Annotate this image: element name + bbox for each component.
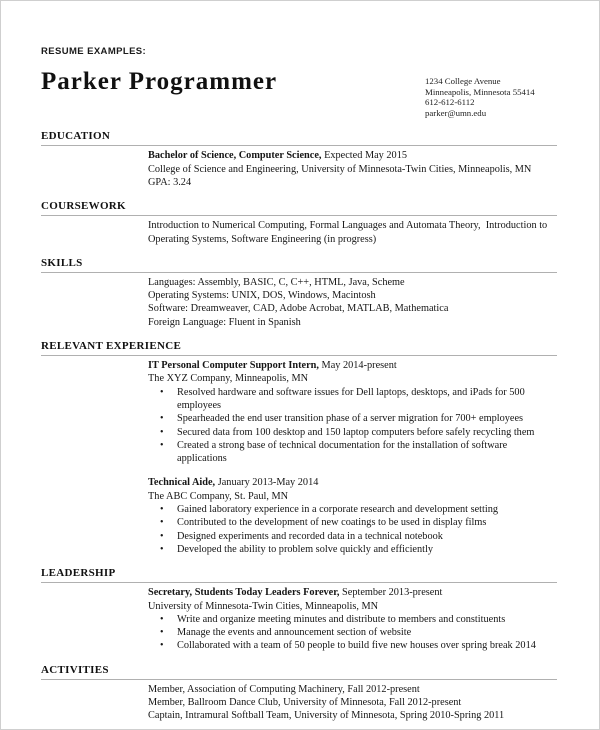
bullet-list xyxy=(148,386,557,466)
entry-title xyxy=(148,586,557,599)
bullet-icon: • xyxy=(160,426,164,438)
bullet-text: Contributed to the development of new coatings to be used in display films xyxy=(177,517,487,529)
body-line: University of Minnesota-Twin Cities, Minneapolis, MN xyxy=(148,600,379,612)
entry-title-bold: Bachelor of Science, Computer Science, xyxy=(148,150,322,162)
entry xyxy=(148,476,557,556)
bullet-item xyxy=(148,626,557,639)
entry-title-date: May 2014-present xyxy=(318,360,397,372)
section-heading: COURSEWORK xyxy=(41,200,557,216)
bullet-text: Secured data from 100 desktop and 150 laptop computers before safely recycling them xyxy=(177,426,535,438)
entry-title-bold: IT Personal Computer Support Intern, xyxy=(148,360,319,372)
body-line: Introduction to Numerical Computing, Formal Languages and Automata Theory, Introduction to Operating Systems, Software Engineering (in progress) xyxy=(148,220,548,245)
section-heading: RELEVANT EXPERIENCE xyxy=(41,340,557,356)
body-line: Foreign Language: Fluent in Spanish xyxy=(148,316,301,328)
body-line: The XYZ Company, Minneapolis, MN xyxy=(148,373,309,385)
bullet-item xyxy=(148,639,557,652)
body-line: Software: Dreamweaver, CAD, Adobe Acrobat, MATLAB, Mathematica xyxy=(148,303,449,315)
bullet-icon: • xyxy=(160,413,164,425)
bullet-item xyxy=(148,530,557,543)
bullet-text: Manage the events and announcement section of website xyxy=(177,627,412,639)
section-heading: LEADERSHIP xyxy=(41,567,557,583)
body-line: College of Science and Engineering, University of Minnesota-Twin Cities, Minneapolis, MN xyxy=(148,163,532,175)
entry-title xyxy=(148,476,557,489)
body-line: Operating Systems: UNIX, DOS, Windows, Macintosh xyxy=(148,290,376,302)
entry xyxy=(148,276,557,329)
resume-header xyxy=(41,69,557,118)
bullet-text: Developed the ability to problem solve quickly and efficiently xyxy=(177,543,434,555)
entry-title-bold: Secretary, Students Today Leaders Forever, xyxy=(148,587,340,599)
entry-title-bold: Technical Aide, xyxy=(148,477,216,489)
contact-email: parker@umn.edu xyxy=(425,107,487,118)
body-line: Member, Ballroom Dance Club, University of Minnesota, Fall 2012-present xyxy=(148,696,462,708)
bullet-text: Resolved hardware and software issues for Dell laptops, desktops, and iPads for 500 employees xyxy=(177,386,525,411)
bullet-list xyxy=(148,613,557,653)
bullet-text: Collaborated with a team of 50 people to build five new houses over spring break 2014 xyxy=(177,640,536,652)
bullet-icon: • xyxy=(160,613,164,625)
bullet-text: Spearheaded the end user transition phase of a server migration for 700+ employees xyxy=(177,413,524,425)
section xyxy=(41,257,557,329)
section-heading: SKILLS xyxy=(41,257,557,273)
bullet-icon: • xyxy=(160,530,164,542)
bullet-icon: • xyxy=(160,439,164,451)
section-body xyxy=(148,146,557,189)
contact-address-line1: 1234 College Avenue xyxy=(425,76,501,86)
section-body xyxy=(148,216,557,246)
bullet-icon: • xyxy=(160,640,164,652)
bullet-icon: • xyxy=(160,504,164,516)
body-line: GPA: 3.24 xyxy=(148,176,192,188)
body-line: Languages: Assembly, BASIC, C, C++, HTML, Java, Scheme xyxy=(148,276,405,288)
bullet-item xyxy=(148,439,557,466)
bullet-text: Created a strong base of technical documentation for the installation of software applications xyxy=(177,439,508,465)
contact-block xyxy=(425,76,557,118)
section xyxy=(41,567,557,652)
entry xyxy=(148,359,557,465)
resume-examples-label: RESUME EXAMPLES: xyxy=(41,46,147,57)
bullet-text: Gained laboratory experience in a corporate research and development setting xyxy=(177,504,499,516)
bullet-item xyxy=(148,426,557,439)
entry xyxy=(148,586,557,652)
bullet-item xyxy=(148,516,557,529)
bullet-item xyxy=(148,613,557,626)
bullet-icon: • xyxy=(160,627,164,639)
entry-title-date: Expected May 2015 xyxy=(321,150,407,162)
bullet-icon: • xyxy=(160,543,164,555)
contact-phone: 612-612-6112 xyxy=(425,97,475,108)
entry-title-date: September 2013-present xyxy=(339,587,443,599)
body-line: The ABC Company, St. Paul, MN xyxy=(148,490,289,502)
body-line: Captain, Intramural Softball Team, University of Minnesota, Spring 2010-Spring 2011 xyxy=(148,710,505,722)
section-heading: ACTIVITIES xyxy=(41,664,557,680)
section xyxy=(41,200,557,246)
bullet-list xyxy=(148,503,557,556)
bullet-item xyxy=(148,543,557,556)
section-body xyxy=(148,680,557,723)
candidate-name: Parker Programmer xyxy=(41,68,278,95)
section xyxy=(41,664,557,723)
entry-title-date: January 2013-May 2014 xyxy=(215,477,319,489)
section-body xyxy=(148,356,557,556)
contact-address-line2: Minneapolis, Minnesota 55414 xyxy=(425,86,535,97)
section xyxy=(41,340,557,556)
section-body xyxy=(148,583,557,652)
bullet-item xyxy=(148,503,557,516)
entry xyxy=(148,683,557,723)
entry xyxy=(148,149,557,189)
resume-body xyxy=(41,130,557,722)
bullet-icon: • xyxy=(160,386,164,398)
section xyxy=(41,130,557,189)
section-heading: EDUCATION xyxy=(41,130,557,146)
bullet-item xyxy=(148,386,557,413)
bullet-text: Designed experiments and recorded data in a technical notebook xyxy=(177,530,443,542)
bullet-icon: • xyxy=(160,517,164,529)
section-body xyxy=(148,273,557,329)
body-line: Member, Association of Computing Machinery, Fall 2012-present xyxy=(148,683,420,695)
entry-title xyxy=(148,359,557,372)
entry-title xyxy=(148,149,557,162)
bullet-item xyxy=(148,412,557,425)
entry xyxy=(148,219,557,246)
bullet-text: Write and organize meeting minutes and distribute to members and constituents xyxy=(177,613,506,625)
